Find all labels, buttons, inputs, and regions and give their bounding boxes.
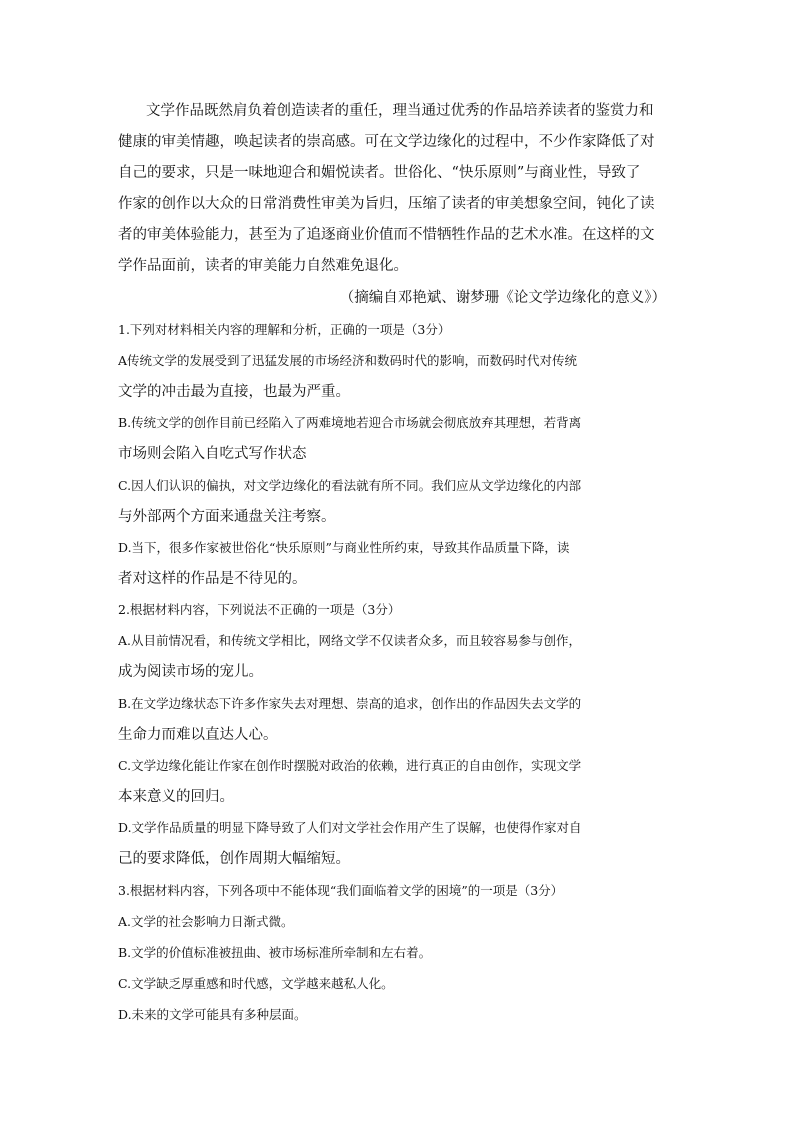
option-line: C.因人们认识的偏执，对文学边缘化的看法就有所不同。我们应从文学边缘化的内部 <box>118 478 582 493</box>
option-line: 与外部两个方面来通盘关注考察。 <box>118 509 336 525</box>
passage-line: 学作品面前，读者的审美能力自然难免退化。 <box>118 258 408 274</box>
passage-line: 文学作品既然肩负着创造读者的重任，理当通过优秀的作品培养读者的鉴赏力和 <box>146 103 654 119</box>
option-line: A传统文学的发展受到了迅猛发展的市场经济和数码时代的影响，而数码时代对传统 <box>118 353 578 368</box>
passage-line: 健康的审美情趣，唤起读者的崇高感。可在文学边缘化的过程中，不少作家降低了对 <box>118 134 655 150</box>
option-line: 成为阅读市场的宠儿。 <box>118 664 263 680</box>
question-stem: 3.根据材料内容，下列各项中不能体现“我们面临着文学的困境”的一项是（3分） <box>118 883 564 898</box>
option-line: A.从目前情况看，和传统文学相比，网络文学不仅读者众多，而且较容易参与创作， <box>118 633 582 648</box>
option-line: A.文学的社会影响力日渐式微。 <box>118 914 294 929</box>
option-line: 市场则会陷入自吃式写作状态 <box>118 446 307 462</box>
option-line: 文学的冲击最为直接，也最为严重。 <box>118 384 350 400</box>
option-line: B.文学的价值标准被扭曲、被市场标准所牵制和左右着。 <box>118 945 432 960</box>
option-line: 者对这样的作品是不待见的。 <box>118 571 307 587</box>
passage-line: 作家的创作以大众的日常消费性审美为旨归，压缩了读者的审美想象空间，钝化了读 <box>118 196 655 212</box>
option-line: 己的要求降低，创作周期大幅缩短。 <box>118 851 350 867</box>
option-line: C.文学缺乏厚重感和时代感，文学越来越私人化。 <box>118 976 394 991</box>
option-line: D.当下，很多作家被世俗化“快乐原则”与商业性所约束，导致其作品质量下降，读 <box>118 540 570 555</box>
option-line: D.文学作品质量的明显下降导致了人们对文学社会作用产生了误解，也使得作家对自 <box>118 820 582 835</box>
option-line: B.传统文学的创作目前已经陷入了两难境地若迎合市场就会彻底放弃其理想，若背离 <box>118 415 582 430</box>
option-line: C.文学边缘化能让作家在创作时摆脱对政治的依赖，进行真正的自由创作，实现文学 <box>118 758 582 773</box>
option-line: D.未来的文学可能具有多种层面。 <box>118 1007 307 1022</box>
passage-line: 者的审美体验能力，甚至为了追逐商业价值而不惜牺牲作品的艺术水准。在这样的文 <box>118 227 655 243</box>
question-stem: 2.根据材料内容，下列说法不正确的一项是（3分） <box>118 602 401 617</box>
question-stem: 1.下列对材料相关内容的理解和分析，正确的一项是（3分） <box>118 322 451 337</box>
option-line: B.在文学边缘状态下许多作家失去对理想、崇高的追求，创作出的作品因失去文学的 <box>118 696 582 711</box>
passage-source: （摘编自邓艳斌、谢梦珊《论文学边缘化的意义》） <box>339 290 666 306</box>
option-line: 本来意义的回归。 <box>118 789 234 805</box>
option-line: 生命力而难以直达人心。 <box>118 727 278 743</box>
passage-line: 自己的要求，只是一味地迎合和媚悦读者。世俗化、“快乐原则”与商业性，导致了 <box>118 165 641 181</box>
